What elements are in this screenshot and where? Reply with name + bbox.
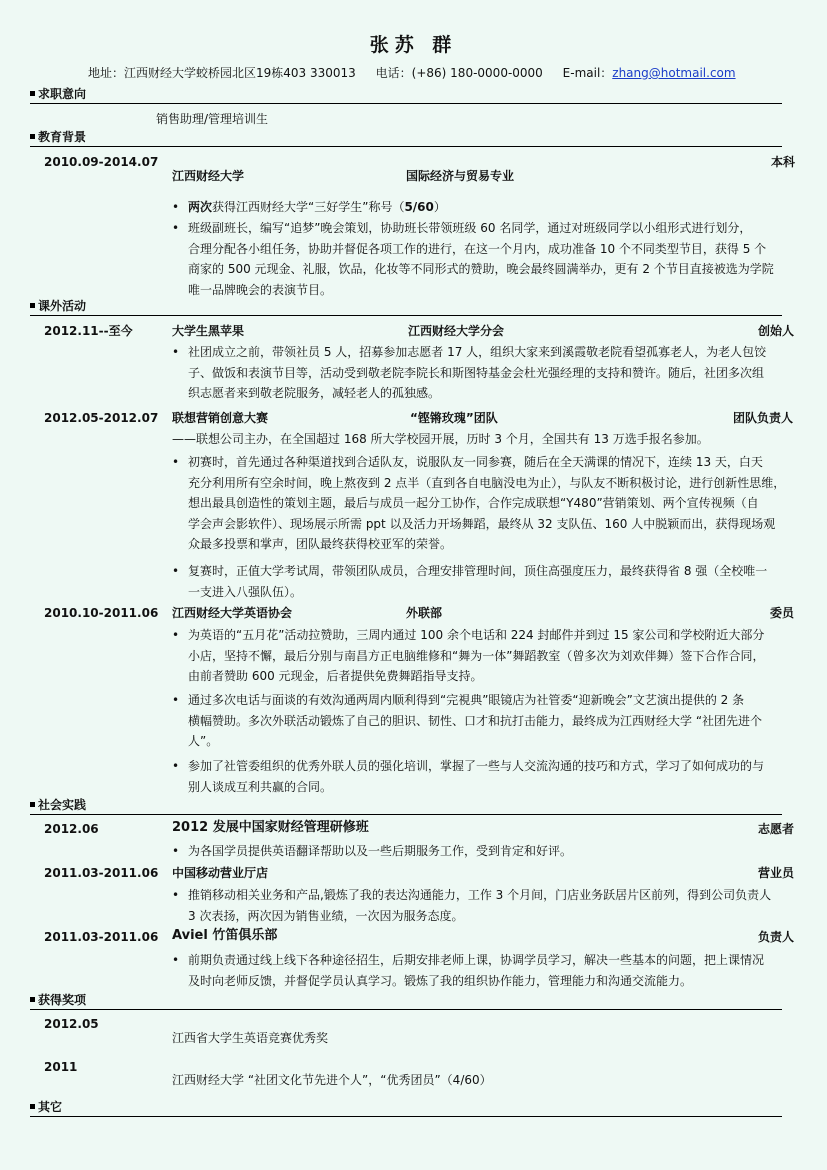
soc1-date: 2012.06 [44,822,99,836]
contact-line [88,64,736,81]
act1-role: 创始人 [758,324,795,338]
bullet: • [172,888,180,902]
section-marker [30,802,35,807]
bullet: • [172,221,180,235]
act2-team: “铿锵玫瑰”团队 [410,411,498,425]
bullet: • [172,455,180,469]
phone: (+86) 180-0000-0000 [411,66,543,80]
act2-bullet-1: 初赛时，首先通过各种渠道找到合适队友，说服队友一同参赛，随后在全天满课的情况下，连续 13 天，白天 充分利用所有空余时间，晚上熬夜到 2 点半（直到各自电脑没电为止），与队友不断积极讨论，进行创新性思维， 想出最具创造性的策划主题，最后与成员一起分工协作，合作完成联想“Y480”营销策划、两个宣传视频（自 学会声会影软件）、现场展示所需 ppt 以及活力开场舞蹈，最终从 32 支队伍、160 人中脱颖而出，获得现场观 众最多投票和掌声，团队最终获得校亚军的荣誉。 [188,455,786,551]
soc1-org: 2012 发展中国家财经管理研修班 [172,820,369,835]
act2-intro: ——联想公司主办，在全国超过 168 所大学校园开展，历时 3 个月，全国共有 13 万选手报名参加。 [172,432,709,446]
act3-bullet-3: 参加了社管委组织的优秀外联人员的强化培训，掌握了一些与人交流沟通的技巧和方式，学习了如何成功的与 别人谈成互利共赢的合同。 [188,759,765,794]
act1-branch: 江西财经大学分会 [408,324,505,338]
act2-org: 联想营销创意大赛 [172,411,269,425]
section-education [30,131,782,147]
act3-bullet-1: 为英语的“五月花”活动拉赞助，三周内通过 100 余个电话和 224 封邮件并到过 15 家公司和学校附近大部分 小店，坚持不懈，最后分别与南昌方正电脑维修和“舞为一体”舞蹈教室（曾多次为刘欢伴舞）签下合作合同， 由前者赞助 600 元现金，后者提供免费舞蹈指导支持。 [188,628,765,683]
soc2-date: 2011.03-2011.06 [44,866,159,880]
act1-org: 大学生黑苹果 [172,324,245,338]
bullet: • [172,564,180,578]
act3-date: 2010.10-2011.06 [44,606,159,620]
bullet: • [172,953,180,967]
section-marker [30,134,35,139]
address: 江西财经大学蛟桥园北区19栋403 330013 [124,66,356,80]
section-objective [30,88,782,104]
award2-text: 江西财经大学 “社团文化节先进个人”，“优秀团员”（4/60） [172,1073,492,1087]
edu-school: 江西财经大学 [172,169,245,183]
bullet: • [172,844,180,858]
award2-date: 2011 [44,1060,78,1074]
edu-major: 国际经济与贸易专业 [406,169,515,183]
section-other [30,1101,782,1117]
act2-role: 团队负责人 [733,411,794,425]
phone-label: 电话： [375,66,412,80]
section-social [30,799,782,815]
section-activities [30,300,782,316]
award1-text: 江西省大学生英语竞赛优秀奖 [172,1031,329,1045]
section-title: 求职意向 [38,87,87,101]
section-title: 课外活动 [38,299,87,313]
soc3-org: Aviel 竹笛俱乐部 [172,928,278,943]
act3-dept: 外联部 [406,606,443,620]
email-label: E-mail： [562,66,613,80]
act2-date: 2012.05-2012.07 [44,411,159,425]
act3-role: 委员 [770,606,795,620]
email-link[interactable]: zhang@hotmail.com [612,66,736,80]
soc3-bullet: 前期负责通过线上线下各种途径招生，后期安排老师上课，协调学员学习，解决一些基本的问题，把上课情况 及时向老师反馈，并督促学员认真学习。锻炼了我的组织协作能力，管理能力和沟通交流能力。 [188,953,765,988]
soc2-role: 营业员 [758,866,795,880]
bullet: • [172,200,180,214]
edu-date: 2010.09-2014.07 [44,155,159,169]
act1-date: 2012.11--至今 [44,324,133,338]
address-label: 地址： [88,66,125,80]
section-marker [30,997,35,1002]
section-marker [30,303,35,308]
act3-bullet-2: 通过多次电话与面谈的有效沟通两周内顺利得到“完視典”眼镜店为社管委“迎新晚会”文艺演出提供的 2 条 横幅赞助。多次外联活动锻炼了自己的胆识、韧性、口才和抗打击能力，最终成为江西财经大学 “社团先进个 人”。 [188,693,763,748]
bullet: • [172,759,180,773]
section-title: 社会实践 [38,798,87,812]
section-awards [30,994,782,1010]
section-title: 教育背景 [38,130,87,144]
act2-bullet-2: 复赛时，正值大学考试周，带领团队成员，合理安排管理时间，顶住高强度压力，最终获得省 8 强（全校唯一 一支进入八强队伍）。 [188,564,768,599]
act3-org: 江西财经大学英语协会 [172,606,293,620]
bullet: • [172,345,180,359]
edu-bullet-2: 班级副班长，编写“追梦”晚会策划，协助班长带领班级 60 名同学，通过对班级同学以小组形式进行划分， 合理分配各小组任务，协助并督促各项工作的进行，在这一个月内，成功准备 10 个不同类型节目，获得 5 个 商家的 500 元现金、礼服，饮品，化妆等不同形式的赞助，晚会最终圆满举办，更有 2 个节目直接被选为学院 唯一品牌晚会的表演节目。 [188,221,774,297]
edu-bullet-1: 两次获得江西财经大学“三好学生”称号（5/60） [188,200,446,214]
objective-text: 销售助理/管理培训生 [156,112,269,126]
section-marker [30,1104,35,1109]
soc1-bullet: 为各国学员提供英语翻译帮助以及一些后期服务工作，受到肯定和好评。 [188,844,573,858]
edu-degree: 本科 [771,155,796,169]
soc3-role: 负责人 [758,930,795,944]
section-marker [30,91,35,96]
soc1-role: 志愿者 [758,822,795,836]
resume-name: 张苏 群 [369,34,458,56]
soc2-bullet: 推销移动相关业务和产品,锻炼了我的表达沟通能力，工作 3 个月间，门店业务跃居片区前列，得到公司负责人 3 次表扬，两次因为销售业绩，一次因为服务态度。 [188,888,772,923]
award1-date: 2012.05 [44,1017,99,1031]
bullet: • [172,693,180,707]
soc2-org: 中国移动营业厅店 [172,866,269,880]
section-title: 获得奖项 [38,993,87,1007]
section-title: 其它 [38,1100,63,1114]
bullet: • [172,628,180,642]
soc3-date: 2011.03-2011.06 [44,930,159,944]
act1-bullet: 社团成立之前，带领社员 5 人，招募参加志愿者 17 人，组织大家来到溪霞敬老院看望孤寡老人，为老人包饺 子、做饭和表演节目等，活动受到敬老院李院长和斯图特基金会杜光强经理的支持和赞许。随后，社团多次组 织志愿者来到敬老院服务，减轻老人的孤独感。 [188,345,767,400]
